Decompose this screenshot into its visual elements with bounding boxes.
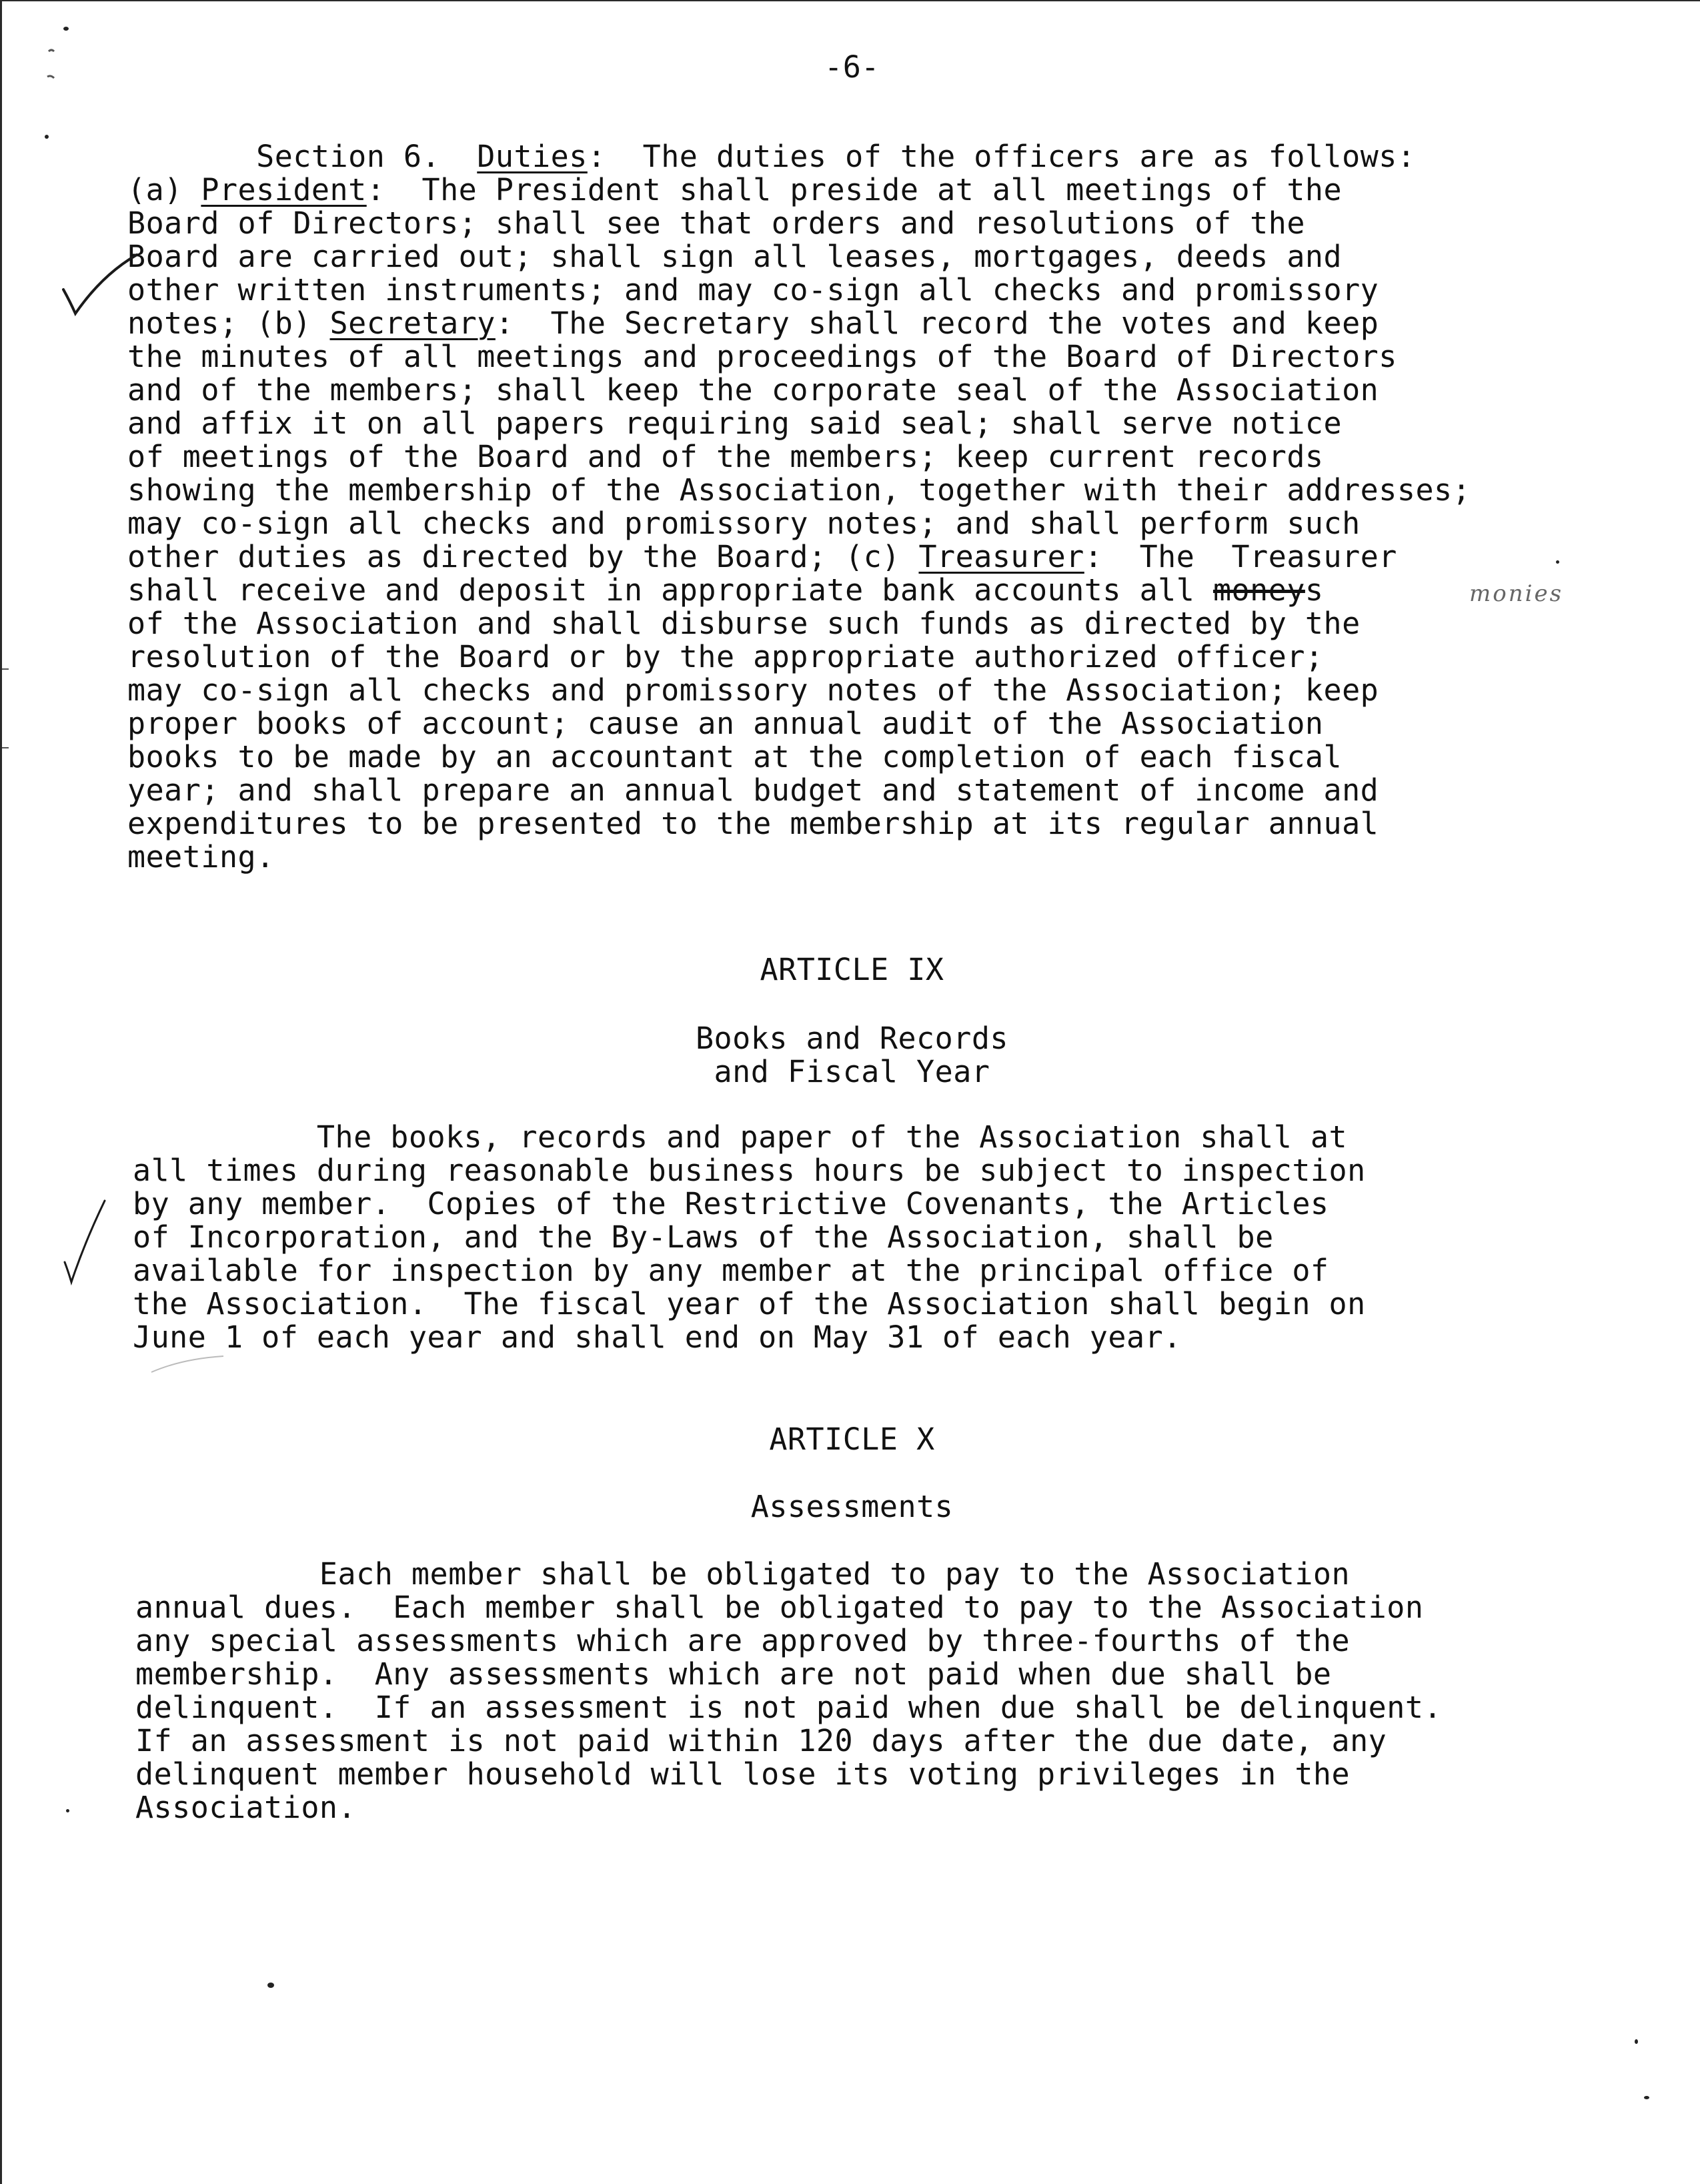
article-9-subheading-line-1: Books and Records	[695, 1021, 1009, 1056]
text-run: shall receive and deposit in appropriate bank accounts all	[127, 572, 1213, 608]
margin-speck-marks	[42, 38, 82, 91]
text-run: resolution of the Board or by the appropriate authorized officer;	[127, 639, 1324, 674]
text-line	[127, 607, 1621, 640]
section-6-duties	[127, 140, 1621, 874]
speck	[1644, 2096, 1649, 2099]
text-run: : The Secretary shall record the votes and keep	[495, 306, 1379, 341]
text-line: any special assessments which are approved by three-fourths of the	[135, 1623, 1351, 1658]
page-number: -6-	[824, 49, 880, 85]
text-run: meeting.	[127, 839, 275, 875]
text-line: available for inspection by any member at the principal office of	[133, 1253, 1329, 1288]
text-line	[127, 474, 1621, 507]
text-line: June 1 of each year and shall end on May 31 of each year.	[133, 1319, 1182, 1355]
text-line	[127, 240, 1621, 274]
text-run: s	[1305, 572, 1324, 608]
text-run: showing the membership of the Association, together with their addresses;	[127, 472, 1471, 508]
text-run: Section 6.	[127, 139, 478, 174]
handwritten-correction-note: monies	[1469, 580, 1564, 607]
article-10-subheading: Assessments	[750, 1489, 954, 1524]
text-line	[127, 173, 1621, 207]
text-line: delinquent. If an assessment is not paid when due shall be delinquent.	[135, 1690, 1443, 1725]
text-line	[127, 507, 1621, 540]
article-9-heading: ARTICLE IX	[760, 952, 944, 987]
text-line	[127, 807, 1621, 841]
text-line	[127, 841, 1621, 874]
text-line: by any member. Copies of the Restrictive Covenants, the Articles	[133, 1186, 1329, 1221]
text-line: of Incorporation, and the By-Laws of the Association, shall be	[133, 1219, 1274, 1255]
text-line	[127, 774, 1621, 807]
underlined-term: Duties	[477, 139, 588, 174]
speck	[45, 135, 49, 139]
text-run: and of the members; shall keep the corporate seal of the Association	[127, 372, 1379, 408]
text-line: The books, records and paper of the Association shall at	[133, 1119, 1348, 1155]
article-9-subheading-line-2: and Fiscal Year	[714, 1054, 990, 1089]
text-line	[127, 140, 1621, 173]
struck-text: money	[1212, 572, 1305, 608]
text-run: proper books of account; cause an annual audit of the Association	[127, 706, 1324, 741]
text-run: the minutes of all meetings and proceedings of the Board of Directors	[127, 339, 1397, 374]
text-line	[127, 274, 1621, 307]
check-mark-icon	[55, 1195, 115, 1289]
text-run: other written instruments; and may co-sign all checks and promissory	[127, 272, 1379, 308]
text-line	[127, 307, 1621, 340]
text-line: annual dues. Each member shall be obligated to pay to the Association	[135, 1590, 1424, 1625]
text-line	[127, 374, 1621, 407]
text-run: : The duties of the officers are as follows:	[587, 139, 1416, 174]
text-run: books to be made by an accountant at the completion of each fiscal	[127, 739, 1343, 774]
text-run: Board of Directors; shall see that orders and resolutions of the	[127, 205, 1305, 241]
speck	[1635, 2039, 1638, 2044]
speck	[267, 1983, 274, 1988]
underlined-term: Treasurer	[918, 539, 1084, 574]
text-run: may co-sign all checks and promissory notes; and shall perform such	[127, 506, 1361, 541]
text-line	[127, 540, 1621, 574]
speck	[63, 27, 69, 31]
article-9-body	[133, 1121, 1627, 1354]
text-run: and affix it on all papers requiring said seal; shall serve notice	[127, 406, 1343, 441]
text-line: Association.	[135, 1790, 357, 1825]
underlined-term: Secretary	[329, 306, 496, 341]
text-line: all times during reasonable business hours be subject to inspection	[133, 1153, 1366, 1188]
text-run: year; and shall prepare an annual budget and statement of income and	[127, 772, 1379, 808]
speck	[66, 1809, 69, 1812]
text-run: : The Treasurer	[1084, 539, 1397, 574]
text-line	[127, 440, 1621, 474]
text-line: Each member shall be obligated to pay to the Association	[135, 1556, 1351, 1592]
text-line	[127, 674, 1621, 707]
speck	[1556, 560, 1559, 564]
text-run: notes; (b)	[127, 306, 330, 341]
text-run: expenditures to be presented to the membership at its regular annual	[127, 806, 1379, 841]
text-line	[127, 640, 1621, 674]
text-run: : The President shall preside at all meetings of the	[366, 172, 1343, 207]
text-line	[127, 407, 1621, 440]
margin-tick	[2, 668, 9, 670]
text-run: Board are carried out; shall sign all leases, mortgages, deeds and	[127, 239, 1343, 274]
text-line	[127, 740, 1621, 774]
article-10-heading: ARTICLE X	[769, 1422, 935, 1457]
text-line: membership. Any assessments which are not paid when due shall be	[135, 1656, 1332, 1692]
text-run: of the Association and shall disburse such funds as directed by the	[127, 606, 1361, 641]
text-line	[127, 207, 1621, 240]
text-line	[127, 340, 1621, 374]
text-line: If an assessment is not paid within 120 days after the due date, any	[135, 1723, 1387, 1758]
article-10-body	[135, 1558, 1629, 1824]
text-run: may co-sign all checks and promissory notes of the Association; keep	[127, 672, 1379, 708]
stray-pencil-mark	[149, 1352, 229, 1379]
text-run: other duties as directed by the Board; (c)	[127, 539, 919, 574]
text-line: the Association. The fiscal year of the Association shall begin on	[133, 1286, 1366, 1321]
text-line: delinquent member household will lose its voting privileges in the	[135, 1756, 1351, 1792]
margin-tick	[2, 747, 9, 748]
underlined-term: President	[201, 172, 367, 207]
text-run: of meetings of the Board and of the members; keep current records	[127, 439, 1324, 474]
text-line	[127, 707, 1621, 740]
text-line	[127, 574, 1621, 607]
text-run: (a)	[127, 172, 201, 207]
check-mark-icon	[55, 248, 142, 322]
